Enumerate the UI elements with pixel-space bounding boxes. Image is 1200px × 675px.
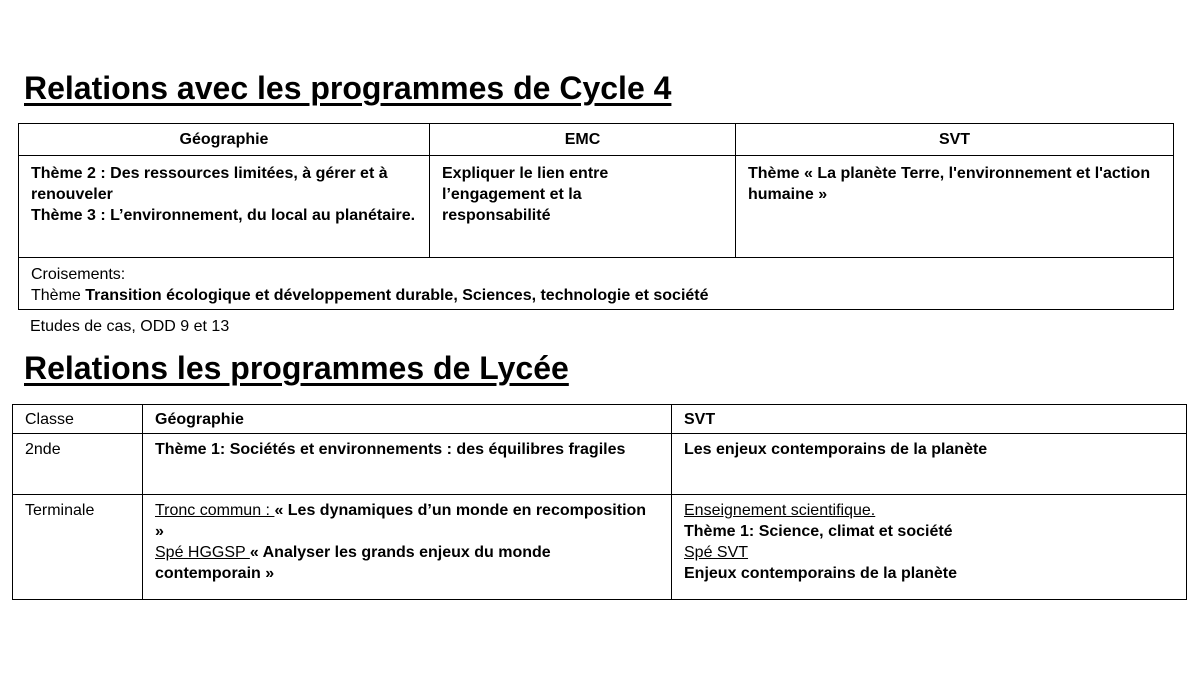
table-row xyxy=(19,156,1174,258)
crossings-text xyxy=(31,285,1161,306)
cell-geographie: Thème 1: Sociétés et environnements : des équilibres fragiles xyxy=(143,434,672,495)
case-studies-note: Etudes de cas, ODD 9 et 13 xyxy=(30,318,230,335)
spe-hggsp-theme: « Analyser les grands enjeux du monde contemporain » xyxy=(155,544,551,582)
spe-svt-link[interactable]: Spé SVT xyxy=(684,544,749,561)
enseignement-scientifique-link[interactable]: Enseignement scientifique. xyxy=(684,502,876,519)
geo-tronc-commun xyxy=(155,500,659,542)
crossings-row xyxy=(19,258,1174,310)
cell-svt: Les enjeux contemporains de la planète xyxy=(672,434,1187,495)
geo-theme-3: Thème 3 : L’environnement, du local au planétaire. xyxy=(31,207,416,224)
title-lycee: Relations les programmes de Lycée xyxy=(24,350,569,386)
cell-crossings xyxy=(19,258,1174,310)
table-header-row xyxy=(13,405,1187,434)
cell-svt xyxy=(672,495,1187,600)
cell-geographie xyxy=(143,495,672,600)
crossings-label: Croisements: xyxy=(31,266,126,283)
table-lycee xyxy=(12,404,1187,600)
geo-spe-hggsp xyxy=(155,542,659,584)
crossings-prefix: Thème xyxy=(31,287,86,304)
geo-theme-2: Thème 2 : Des ressources limitées, à gérer et à renouveler xyxy=(31,165,388,203)
cell-svt xyxy=(736,156,1174,258)
emc-text: Expliquer le lien entre l’engagement et la responsabilité xyxy=(442,165,609,224)
header-geographie: Géographie xyxy=(143,405,672,434)
svt-theme-1: Thème 1: Science, climat et société xyxy=(684,523,953,540)
table-row-terminale xyxy=(13,495,1187,600)
crossings-themes: Transition écologique et développement durable, Sciences, technologie et société xyxy=(85,287,709,304)
header-emc: EMC xyxy=(430,124,736,156)
cell-geographie xyxy=(19,156,430,258)
header-svt: SVT xyxy=(672,405,1187,434)
cell-classe: Terminale xyxy=(13,495,143,600)
tronc-commun-theme: « Les dynamiques d’un monde en recomposition » xyxy=(155,502,647,540)
table-row-2nde xyxy=(13,434,1187,495)
header-svt: SVT xyxy=(736,124,1174,156)
table-cycle4 xyxy=(18,123,1174,310)
cell-classe: 2nde xyxy=(13,434,143,495)
cell-emc xyxy=(430,156,736,258)
table-header-row xyxy=(19,124,1174,156)
tronc-commun-link[interactable]: Tronc commun : xyxy=(155,502,275,519)
svt-enjeux: Enjeux contemporains de la planète xyxy=(684,565,957,582)
spe-hggsp-link[interactable]: Spé HGGSP xyxy=(155,544,250,561)
svt-text: Thème « La planète Terre, l'environnement et l'action humaine » xyxy=(748,165,1151,203)
header-classe: Classe xyxy=(13,405,143,434)
title-cycle4: Relations avec les programmes de Cycle 4 xyxy=(24,70,672,106)
header-geographie: Géographie xyxy=(19,124,430,156)
